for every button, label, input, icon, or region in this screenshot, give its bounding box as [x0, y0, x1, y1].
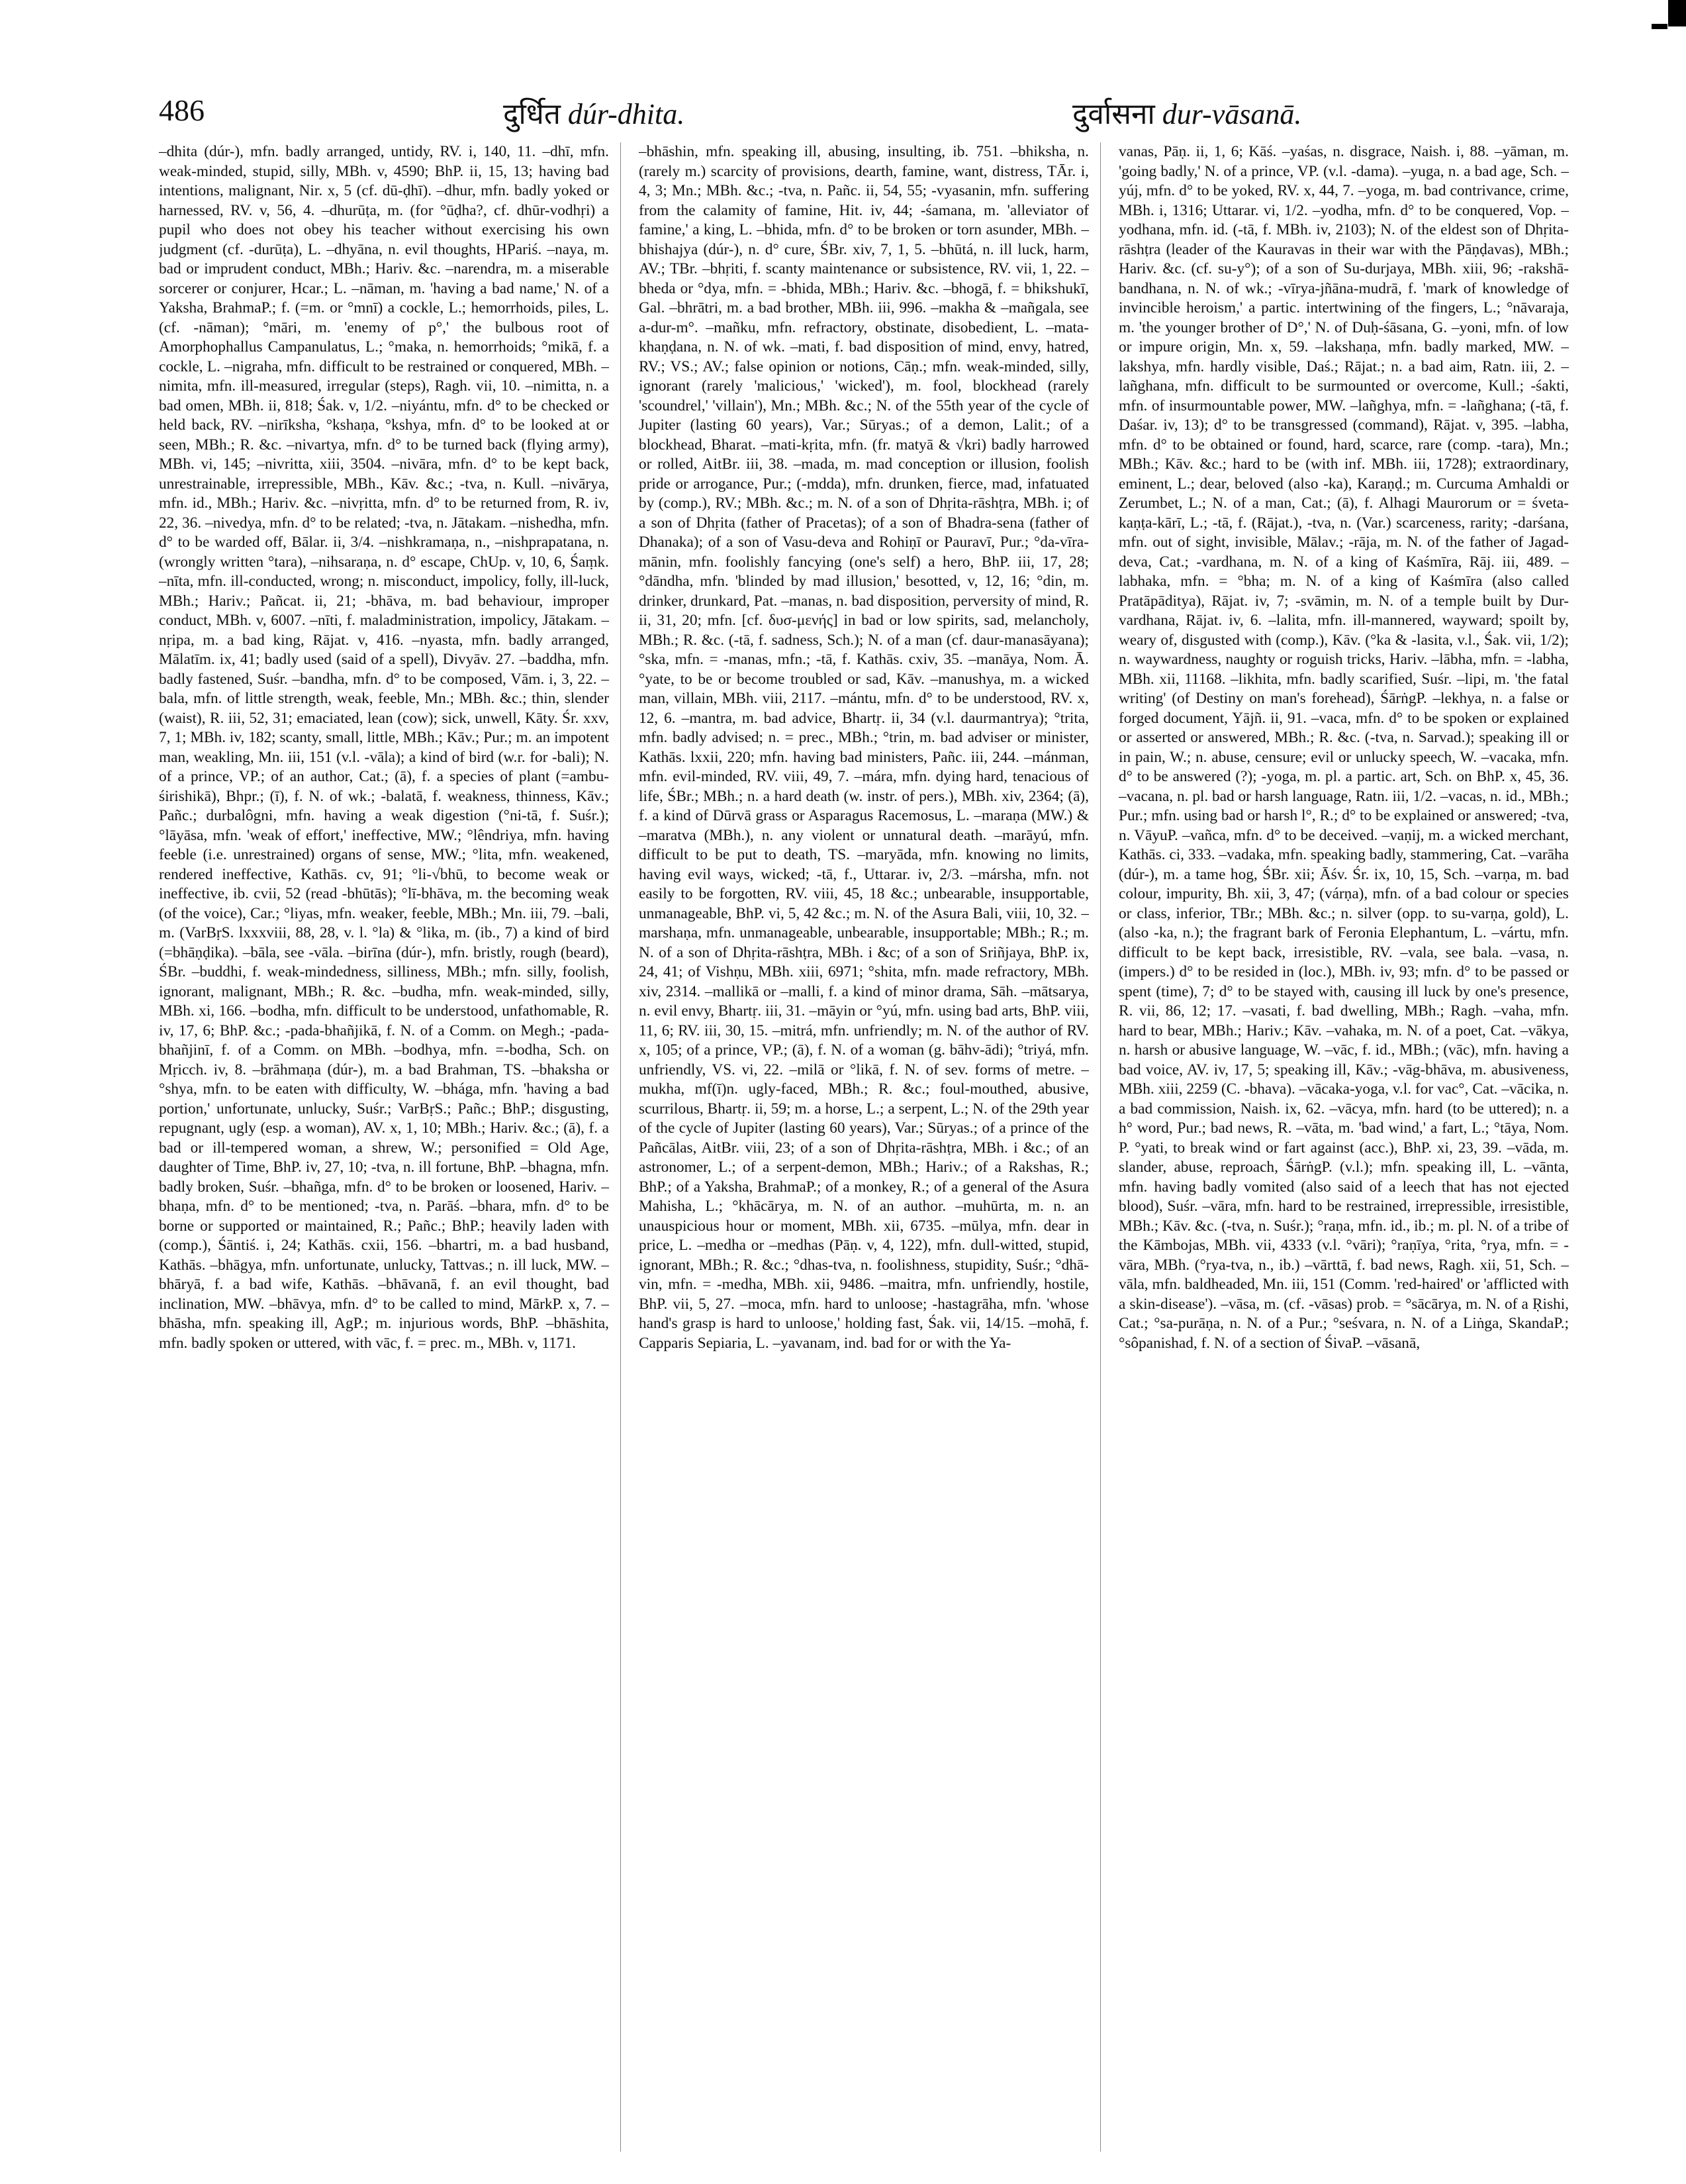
page-number: 486	[159, 93, 205, 127]
corner-mark	[1668, 0, 1686, 26]
running-head-left	[503, 93, 684, 132]
running-head-left-devanagari: दुर्धित	[503, 98, 561, 130]
corner-tick	[1652, 24, 1667, 29]
column-divider	[620, 142, 621, 2152]
dictionary-column-3: vanas, Pāṇ. ii, 1, 6; Kāś. –yaśas, n. disgrace, Naish. i, 88. –yāman, m. 'going badly,' N. of a prince, VP. (v.l. -dama). –yuga, n. a bad age, Sch. –yúj, mfn. d° to be yoked, RV. x, 44, 7. –yoga, m. bad contrivance, crime, MBh. i, 1316; Uttarar. vi, 1/2. –yodha, mfn. d° to be conquered, Vop. –yodhana, mfn. id. (-tā, f. MBh. iv, 2103); N. of the eldest son of Dhṛita-rāshṭra (leader of the Kauravas in their war with the Pāṇḍavas), MBh.; Hariv. &c. (cf. su-y°); of a son of Su-durjaya, MBh. xiii, 96; -rakshā-bandhana, n. N. of wk.; -vīrya-jñāna-mudrā, f. 'mark of knowledge of invincible heroism,' a partic. intertwining of the fingers, L.; °nāvaraja, m. 'the younger brother of D°,' N. of Duḥ-śāsana, G. –yoni, mfn. of low or impure origin, Mn. x, 59. –lakshaṇa, mfn. badly marked, MW. –lakshya, mfn. hardly visible, Daś.; Rājat.; n. a bad aim, Ratn. iii, 2. –lañghana, mfn. difficult to be surmounted or overcome, Kull.; -śakti, mfn. of insurmountable power, MW. –lañghya, mfn. = -lañghana; (-tā, f. Daśar. iv, 13); d° to be transgressed (command), Rājat. v, 395. –labha, mfn. d° to be obtained or found, hard, scarce, rare (comp. -tara), Mn.; MBh.; Kāv. &c.; hard to be (with inf. MBh. iii, 1728); extraordinary, eminent, L.; dear, beloved (also -ka), Karaṇḍ.; m. Curcuma Amhaldi or Zerumbet, L.; N. of a man, Cat.; (ā), f. Alhagi Maurorum or = śveta-kaṇṭa-kārī, L.; -tā, f. (Rājat.), -tva, n. (Var.) scarceness, rarity; -darśana, mfn. out of sight, invisible, Mālav.; -rāja, m. N. of the father of Jagad-deva, Cat.; -vardhana, m. N. of a king of Kaśmīra, Rāj. iii, 489. –labhaka, mfn. = °bha; m. N. of a king of Kaśmīra (also called Pratāpāditya), Rājat. iv, 7; -svāmin, m. N. of a temple built by Dur-vardhana, Rājat. iv, 6. –lalita, mfn. ill-mannered, wayward; spoilt by, weary of, disgusted with (comp.), Kāv. (°ka & -lasita, v.l., Śak. vii, 1/2); n. waywardness, naughty or roguish tricks, Hariv. –lābha, mfn. = -labha, MBh. xii, 11168. –likhita, mfn. badly scarified, Suśr. –lipi, m. 'the fatal writing' (of Destiny on man's forehead), ŚārṅgP. –lekhya, n. a false or forged document, Yājñ. ii, 91. –vaca, mfn. d° to be spoken or explained or asserted or answered, MBh.; R. &c. (-tva, n. Sarvad.); speaking ill or in pain, W.; n. abuse, censure; evil or unlucky speech, W. –vacaka, mfn. d° to be answered (?); -yoga, m. pl. a partic. art, Sch. on BhP. x, 45, 36. –vacana, n. pl. bad or harsh language, Ratn. iii, 1/2. –vacas, n. id., MBh.; Pur.; mfn. using bad or harsh l°, R.; d° to be explained or answered; -tva, n. VāyuP. –vañca, mfn. d° to be deceived. –vaṇij, m. a wicked merchant, Kathās. ci, 333. –vadaka, mfn. speaking badly, stammering, Cat. –varāha (dúr-), m. a tame hog, ŚBr. xii; Āśv. Śr. ix, 10, 15, Sch. –varṇa, m. bad colour, impurity, Bh. xii, 3, 47; (várṇa), mfn. of a bad colour or species or class, inferior, TBr.; MBh. &c.; n. silver (opp. to su-varṇa, gold), L. (also -ka, n.); the fragrant bark of Feronia Elephantum, L. –vártu, mfn. difficult to be kept back, irresistible, RV. –vala, see bala. –vasa, n. (impers.) d° to be resided in (loc.), MBh. iv, 93; mfn. d° to be passed or spent (time), 7; d° to be stayed with, causing ill luck by one's presence, R. vii, 86, 12; 17. –vasati, f. bad dwelling, MBh.; Ragh. –vaha, mfn. hard to bear, MBh.; Hariv.; Kāv. –vahaka, m. N. of a poet, Cat. –vākya, n. harsh or abusive language, W. –vāc, f. id., MBh.; (vāc), mfn. having a bad voice, AV. iv, 17, 5; speaking ill, Kāv.; -vāg-bhāva, m. abusiveness, MBh. xiii, 2259 (C. -bhava). –vācaka-yoga, v.l. for vac°, Cat. –vācika, n. a bad commission, Naish. ix, 62. –vācya, mfn. hard (to be uttered); n. a h° word, Pur.; bad news, R. –vāta, m. 'bad wind,' a fart, L.; °tāya, Nom. P. °yati, to break wind or fart against (acc.), BhP. xi, 23, 39. –vāda, m. slander, abuse, reproach, ŚārṅgP. (v.l.); mfn. speaking ill, L. –vānta, mfn. having badly vomited (also said of a leech that has not ejected blood), Suśr. –vāra, mfn. hard to be restrained, irrepressible, irresistible, MBh.; Kāv. &c. (-tva, n. Suśr.); °raṇa, mfn. id., ib.; m. pl. N. of a tribe of the Kāmbojas, MBh. vii, 4333 (v.l. °vāri); °raṇīya, °rita, °rya, mfn. = -vāra, MBh. (°rya-tva, n., ib.) –vārttā, f. bad news, Ragh. xii, 51, Sch. –vāla, mfn. baldheaded, Mn. iii, 151 (Comm. 'red-haired' or 'afflicted with a skin-disease'). –vāsa, m. (cf. -vāsas) prob. = °sācārya, m. N. of a Ṛishi, Cat.; °sa-purāṇa, n. N. of a Pur.; °seśvara, n. N. of a Liṅga, SkandaP.; °sôpanishad, f. N. of a section of ŚivaP. –vāsanā,	[1119, 143, 1569, 1352]
page-header	[159, 93, 1569, 139]
dictionary-column-2: –bhāshin, mfn. speaking ill, abusing, insulting, ib. 751. –bhiksha, n. (rarely m.) scarcity of provisions, dearth, famine, want, distress, TĀr. i, 4, 3; Mn.; MBh. &c.; -tva, n. Pañc. ii, 54, 55; -vyasanin, mfn. suffering from the calamity of famine, Hit. iv, 44; -śamana, m. 'alleviator of famine,' a king, L. –bhida, mfn. d° to be broken or torn asunder, MBh. –bhishajya (dúr-), n. d° cure, ŚBr. xiv, 7, 1, 5. –bhūtá, n. ill luck, harm, AV.; TBr. –bhṛiti, f. scanty maintenance or subsistence, RV. vii, 1, 22. –bheda or °dya, mfn. = -bhida, MBh.; Hariv. &c. –bhogā, f. = bhikshukī, Gal. –bhrātri, m. a bad brother, MBh. iii, 996. –makha & –mañgala, see a-dur-m°. –mañku, mfn. refractory, obstinate, disobedient, L. –mata-khaṇḍana, n. N. of wk. –mati, f. bad disposition of mind, envy, hatred, RV.; VS.; AV.; false opinion or notions, Cāṇ.; mfn. weak-minded, silly, ignorant (rarely 'malicious,' 'wicked'), m. fool, blockhead (rarely 'scoundrel,' 'villain'), Mn.; MBh. &c.; N. of the 55th year of the cycle of Jupiter (lasting 60 years), Var.; Sūryas.; of a demon, Lalit.; of a blockhead, Bharat. –mati-kṛita, mfn. (fr. matyā & √kri) badly harrowed or rolled, AitBr. iii, 38. –mada, m. mad conception or illusion, foolish pride or arrogance, Pur.; (-mdda), mfn. drunken, fierce, mad, infatuated by (comp.), RV.; MBh. &c.; m. N. of a son of Dhṛita-rāshṭra, MBh. i; of a son of Dhṛita (father of Pracetas); of a son of Bhadra-sena (father of Dhanaka); of a son of Vasu-deva and Rohiṇī or Pauravī, Pur.; °da-vīra-mānin, mfn. foolishly fancying (one's self) a hero, BhP. iii, 17, 28; °dāndha, mfn. 'blinded by mad illusion,' besotted, v, 12, 16; °din, m. drinker, drunkard, Pat. –manas, n. bad disposition, perversity of mind, R. ii, 31, 20; mfn. [cf. δυσ-μενής] in bad or low spirits, sad, melancholy, MBh.; R. &c. (-tā, f. sadness, Sch.); N. of a man (cf. daur-manasāyana); °ska, mfn. = -manas, mfn.; -tā, f. Kathās. cxiv, 35. –manāya, Nom. Ā. °yate, to be or become troubled or sad, Kāv. –manushya, m. a wicked man, villain, MBh. viii, 2117. –mántu, mfn. d° to be understood, RV. x, 12, 6. –mantra, m. bad advice, Bhartṛ. ii, 34 (v.l. daurmantrya); °trita, mfn. badly advised; n. = prec., MBh.; °trin, m. bad adviser or minister, Kathās. lxxii, 220; mfn. having bad ministers, Pañc. iii, 244. –mánman, mfn. evil-minded, RV. viii, 49, 7. –mára, mfn. dying hard, tenacious of life, ŚBr.; MBh.; n. a hard death (w. instr. of pers.), MBh. xiv, 2364; (ā), f. a kind of Dūrvā grass or Asparagus Racemosus, L. –maraṇa (MW.) & –maratva (MBh.), n. any violent or unnatural death. –marāyú, mfn. difficult to be put to death, TS. –maryāda, mfn. knowing no limits, having evil ways, wicked; -tā, f., Uttarar. iv, 2/3. –mársha, mfn. not easily to be forgotten, RV. viii, 45, 18 &c.; unbearable, insupportable, unmanageable, BhP. vi, 5, 42 &c.; m. N. of the Asura Bali, viii, 10, 32. –marshaṇa, mfn. unmanageable, unbearable, insupportable; MBh.; R.; m. N. of a son of Dhṛita-rāshṭra, MBh. i &c; of a son of Sriñjaya, BhP. ix, 24, 41; of Vishṇu, MBh. xiii, 6971; °shita, mfn. made refractory, MBh. xiv, 2314. –mallikā or –malli, f. a kind of minor drama, Sāh. –mātsarya, n. evil envy, Bhartṛ. iii, 31. –māyin or °yú, mfn. using bad arts, BhP. viii, 11, 6; RV. iii, 30, 15. –mitrá, mfn. unfriendly; m. N. of the author of RV. x, 105; of a prince, VP.; (ā), f. N. of a woman (g. bāhv-ādi); °triyá, mfn. unfriendly, VS. vi, 22. –milā or °likā, f. N. of sev. forms of metre. –mukha, mf(ī)n. ugly-faced, MBh.; R. &c.; foul-mouthed, abusive, scurrilous, Bhartṛ. ii, 59; m. a horse, L.; a serpent, L.; N. of the 29th year of the cycle of Jupiter (lasting 60 years), Var.; Sūryas.; of a prince of the Pañcālas, AitBr. viii, 23; of a son of Dhṛita-rāshṭra, MBh. i &c.; of an astronomer, L.; of a serpent-demon, MBh.; Hariv.; of a Rakshas, R.; BhP.; of a Yaksha, BrahmaP.; of a monkey, R.; of a general of the Asura Mahisha, L.; °khācārya, m. N. of an author. –muhūrta, m. n. an unauspicious hour or moment, MBh. xii, 6735. –mūlya, mfn. dear in price, L. –medha or –medhas (Pāṇ. v, 4, 122), mfn. dull-witted, stupid, ignorant, MBh.; R. &c.; °dhas-tva, n. foolishness, stupidity, Suśr.; °dhā-vin, mfn. = -medha, MBh. xii, 9486. –maitra, mfn. unfriendly, hostile, BhP. vii, 5, 27. –moca, mfn. hard to unloose; -hastagrāha, mfn. 'whose hand's grasp is hard to unloose,' holding fast, Śak. vii, 14/15. –mohā, f. Capparis Sepiaria, L. –yavanam, ind. bad for or with the Ya-	[639, 143, 1089, 1352]
column-divider	[1100, 142, 1101, 2152]
running-head-right-devanagari: दुर्वासना	[1072, 98, 1155, 130]
running-head-right	[1072, 93, 1301, 132]
dictionary-column-1: –dhita (dúr-), mfn. badly arranged, untidy, RV. i, 140, 11. –dhī, mfn. weak-minded, stupid, silly, MBh. v, 4590; BhP. ii, 15, 13; having bad intentions, malignant, Nir. x, 5 (cf. dū-ḍhī). –dhur, mfn. badly yoked or harnessed, RV. v, 56, 4. –dhurūṭa, m. (for °ūḍha?, cf. dhūr-vodhṛi) a pupil who does not obey his teacher without exercising his own judgment (cf. -durūṭa), L. –dhyāna, n. evil thoughts, HPariś. –naya, m. bad or imprudent conduct, MBh.; Hariv. &c. –narendra, m. a miserable sorcerer or conjurer, Hcar.; L. –nāman, m. 'having a bad name,' N. of a Yaksha, BrahmaP.; f. (=m. or °mnī) a cockle, L.; hemorrhoids, piles, L. (cf. -nāman); °māri, m. 'enemy of p°,' the bulbous root of Amorphophallus Campanulatus, L.; °maka, n. hemorrhoids; °mikā, f. a cockle, L. –nigraha, mfn. difficult to be restrained or conquered, MBh. –nimita, mfn. ill-measured, irregular (steps), Ragh. vii, 10. –nimitta, n. a bad omen, MBh. ii, 818; Śak. v, 1/2. –niyántu, mfn. d° to be checked or held back, RV. –nirīksha, °kshaṇa, °kshya, mfn. d° to be looked at or seen, MBh.; R. &c. –nivartya, mfn. d° to be turned back (flying army), MBh. vi, 145; –nivritta, xiii, 3504. –nivāra, mfn. d° to be kept back, unrestrainable, irrepressible, MBh., Kāv. &c.; -tva, n. Kull. –nivārya, mfn. id., MBh.; Hariv. &c. –nivṛitta, mfn. d° to be returned from, R. iv, 22, 36. –nivedya, mfn. d° to be related; -tva, n. Jātakam. –nishedha, mfn. d° to be warded off, Bālar. ii, 3/4. –nishkramaṇa, n., –nishprapatana, n. (wrongly written °tara), –nihsaraṇa, n. d° escape, ChUp. v, 10, 6, Śaṃk. –nīta, mfn. ill-conducted, wrong; n. misconduct, impolicy, folly, ill-luck, MBh.; Hariv.; Pañcat. ii, 21; -bhāva, m. bad behaviour, improper conduct, MBh. v, 6007. –nīti, f. maladministration, impolicy, Jātakam. –nṛipa, m. a bad king, Rājat. v, 416. –nyasta, mfn. badly arranged, Mālatīm. ix, 41; badly used (said of a spell), Divyāv. 27. –baddha, mfn. badly fastened, Suśr. –bandha, mfn. d° to be composed, Vām. i, 3, 22. –bala, mfn. of little strength, weak, feeble, Mn.; MBh. &c.; thin, slender (waist), R. iii, 52, 31; emaciated, lean (cow); sick, unwell, Kāty. Śr. xxv, 7, 1; MBh. iv, 182; scanty, small, little, MBh.; Kāv.; Pur.; m. an impotent man, weakling, Mn. iii, 151 (v.l. -vāla); a kind of bird (w.r. for -bali); N. of a prince, VP.; of an author, Cat.; (ā), f. a species of plant (=ambu-śirishikā), Bhpr.; (ī), f. N. of wk.; -balatā, f. weakness, thinness, Kāv.; Pañc.; durbalôgni, mfn. having a weak digestion (°ni-tā, f. Suśr.); °lāyāsa, mfn. 'weak of effort,' ineffective, MW.; °lêndriya, mfn. having feeble (i.e. unrestrained) organs of sense, MW.; °lita, mfn. weakened, rendered ineffective, Kathās. cv, 91; °li-√bhū, to become weak or ineffective, ib. cvii, 52 (read -bhūtās); °lī-bhāva, m. the becoming weak (of the voice), Car.; °liyas, mfn. weaker, feeble, MBh.; Mn. iii, 79. –bali, m. (VarBṛS. lxxxviii, 88, 28, v. l. °la) & °lika, m. (ib., 7) a kind of bird (=bhāṇḍika). –bāla, see -vāla. –birīna (dúr-), mfn. bristly, rough (beard), ŚBr. –buddhi, f. weak-mindedness, silliness, MBh.; mfn. silly, foolish, ignorant, malignant, MBh.; R. &c. –budha, mfn. weak-minded, silly, MBh. xi, 166. –bodha, mfn. difficult to be understood, unfathomable, R. iv, 17, 6; BhP. &c.; -pada-bhañjikā, f. N. of a Comm. on Megh.; -pada-bhañjinī, f. of a Comm. on MBh. –bodhya, mfn. =-bodha, Sch. on Mṛicch. iv, 8. –brāhmaṇa (dúr-), m. a bad Brahman, TS. –bhaksha or °shya, mfn. to be eaten with difficulty, W. –bhága, mfn. 'having a bad portion,' unfortunate, unlucky, Suśr.; VarBṛS.; Pañc.; BhP.; disgusting, repugnant, ugly (esp. a woman), AV. x, 1, 10; MBh.; Hariv. &c.; (ā), f. a bad or ill-tempered woman, a shrew, W.; personified = Old Age, daughter of Time, BhP. iv, 27, 10; -tva, n. ill fortune, BhP. –bhagna, mfn. badly broken, Suśr. –bhañga, mfn. d° to be broken or loosened, Hariv. –bhaṇa, mfn. d° to be mentioned; -tva, n. Parāś. –bhara, mfn. d° to be borne or supported or maintained, R.; Pañc.; BhP.; heavily laden with (comp.), Śāntiś. i, 24; Kathās. cxii, 156. –bhartri, m. a bad husband, Kathās. –bhāgya, mfn. unfortunate, unlucky, Tattvas.; n. ill luck, MW. –bhāryā, f. a bad wife, Kathās. –bhāvanā, f. an evil thought, bad inclination, MW. –bhāvya, mfn. d° to be called to mind, MārkP. x, 7. –bhāsha, mfn. speaking ill, AgP.; m. injurious words, BhP. –bhāshita, mfn. badly spoken or uttered, with vāc, f. = prec. m., MBh. v, 1171.	[159, 143, 609, 1352]
running-head-right-roman: dur-vāsanā.	[1162, 98, 1302, 130]
running-head-left-roman: dúr-dhita.	[567, 98, 685, 130]
